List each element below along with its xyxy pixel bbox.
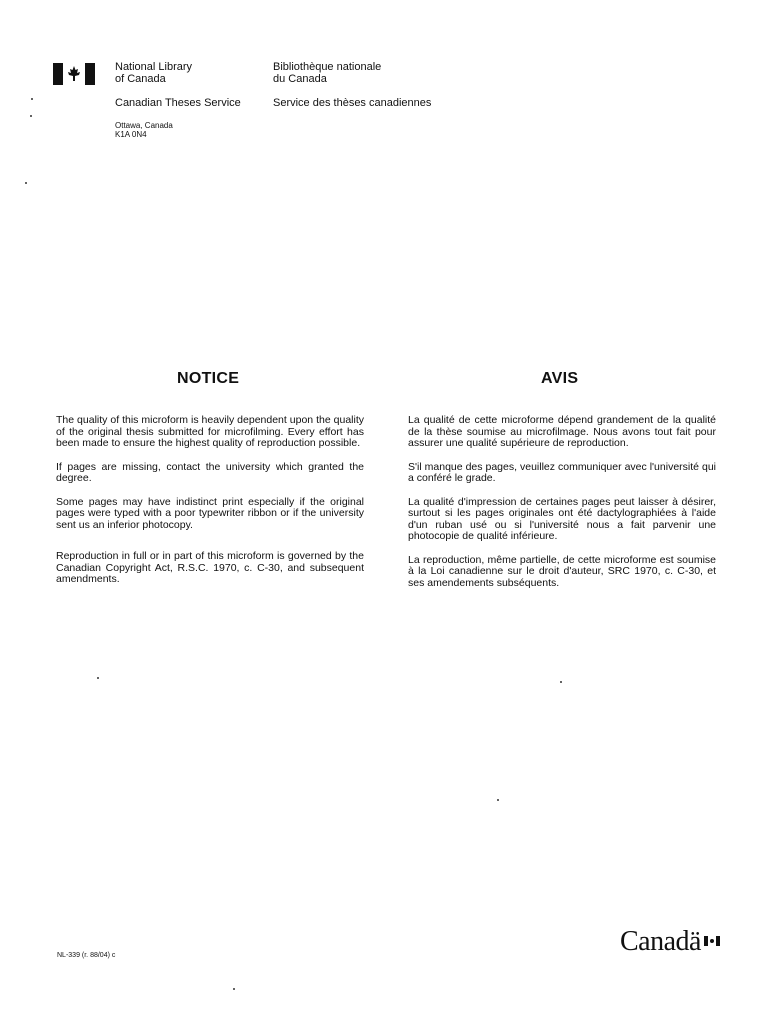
org-name-en — [115, 61, 192, 85]
scan-speck — [497, 799, 499, 801]
org-name-fr — [273, 61, 381, 85]
canada-wordmark: Canadä — [620, 926, 701, 957]
avis-paragraph: La qualité de cette microforme dépend grandement de la qualité de la thèse soumise au microfilmage. Nous avons tout fait pour assurer une qualité supérieure de reproduction. — [408, 414, 716, 449]
org-name-en-line2: of Canada — [115, 73, 166, 85]
service-name-en: Canadian Theses Service — [115, 97, 241, 109]
scan-speck — [25, 182, 27, 184]
avis-paragraph: S'il manque des pages, veuillez communiquer avec l'université qui a conféré le grade. — [408, 460, 716, 484]
address — [115, 121, 173, 139]
scan-speck — [30, 115, 32, 117]
canada-flag-icon — [53, 63, 95, 85]
scan-speck — [560, 681, 562, 683]
scan-speck — [233, 988, 235, 990]
notice-paragraph: If pages are missing, contact the university which granted the degree. — [56, 460, 364, 484]
org-name-fr-line2: du Canada — [273, 73, 327, 85]
avis-body — [408, 415, 716, 601]
org-name-en-line1: National Library — [115, 61, 193, 73]
scan-speck — [97, 677, 99, 679]
service-name-fr: Service des thèses canadiennes — [273, 97, 432, 109]
avis-title: AVIS — [541, 370, 579, 387]
wordmark-flag-icon — [704, 933, 720, 943]
notice-paragraph: The quality of this microform is heavily dependent upon the quality of the original thesis submitted for microfilming. Every effort has been made to ensure the highest quality of reproduction possible. — [56, 414, 364, 449]
address-line1: Ottawa, Canada — [115, 121, 173, 130]
notice-title: NOTICE — [177, 370, 240, 387]
notice-paragraph: Reproduction in full or in part of this microform is governed by the Canadian Copyright Act, R.S.C. 1970, c. C-30, and subsequent amendments. — [56, 550, 364, 585]
avis-paragraph: La qualité d'impression de certaines pages peut laisser à désirer, surtout si les pages originales ont été dactylographiées à l'aide d'un ruban usé ou si l'université nous a fait parvenir une photocopie de qualité inférieure. — [408, 495, 716, 542]
avis-paragraph: La reproduction, même partielle, de cette microforme est soumise à la Loi canadienne sur le droit d'auteur, SRC 1970, c. C-30, et ses amendements subséquents. — [408, 553, 716, 589]
address-line2: K1A 0N4 — [115, 130, 147, 139]
notice-body — [56, 415, 364, 598]
scan-speck — [31, 98, 33, 100]
org-name-fr-line1: Bibliothèque nationale — [273, 61, 382, 73]
notice-paragraph: Some pages may have indistinct print especially if the original pages were typed with a poor typewriter ribbon or if the university sent us an inferior photocopy. — [56, 495, 364, 531]
form-number: NL-339 (r. 88/04) c — [57, 952, 116, 959]
